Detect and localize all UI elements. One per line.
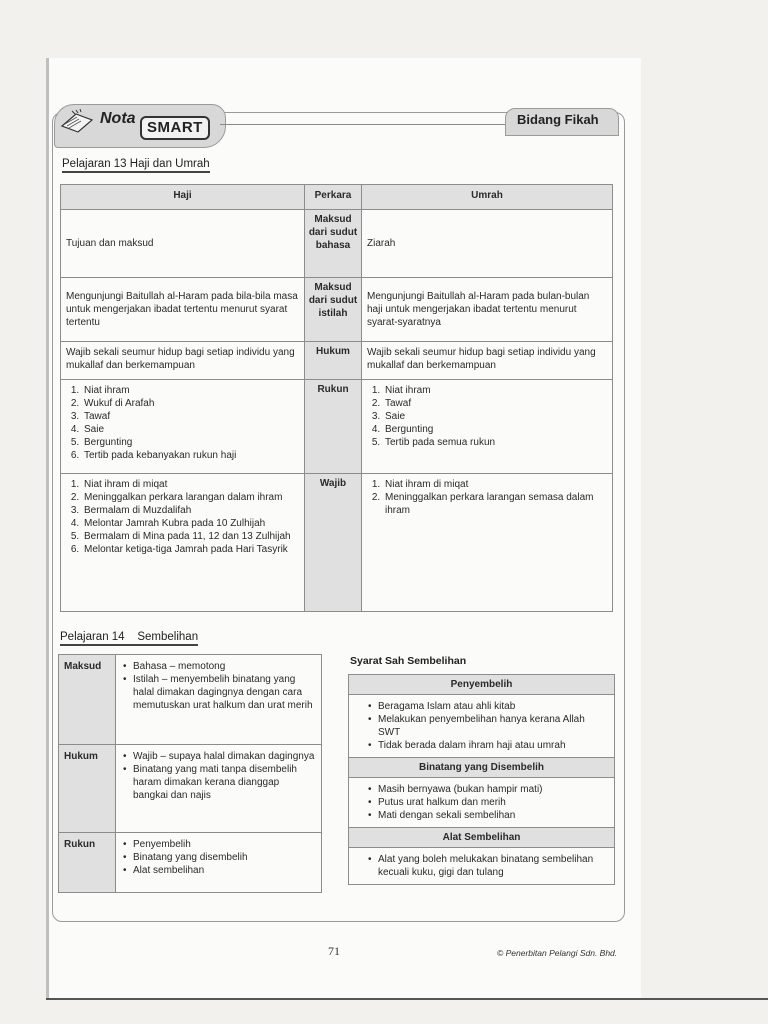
page-number: 71: [328, 944, 340, 958]
list-item: 5. Bermalam di Mina pada 11, 12 dan 13 Zulhijah: [82, 530, 299, 543]
list-item: • Beragama Islam atau ahli kitab: [378, 700, 609, 713]
syarat-body: [349, 695, 614, 757]
bullet-list: [366, 783, 609, 822]
list-item: • Tidak berada dalam ihram haji atau umrah: [378, 739, 609, 752]
header-rule: [220, 124, 510, 125]
row-content: [116, 833, 322, 893]
syarat-box: [348, 674, 615, 885]
list-item: 1. Niat ihram di miqat: [82, 478, 299, 491]
list-item: • Alat yang boleh melukakan binatang sembelihan kecuali kuku, gigi dan tulang: [378, 853, 609, 879]
table-row: [59, 833, 322, 893]
table-row: [61, 474, 613, 612]
table-row: [61, 210, 613, 278]
subject-title: Bidang Fikah: [517, 112, 599, 127]
umrah-cell: Wajib sekali seumur hidup bagi setiap individu yang mukallaf dan berkemampuan: [362, 342, 613, 380]
list-item: 4. Melontar Jamrah Kubra pada 10 Zulhijah: [82, 517, 299, 530]
umrah-cell: Ziarah: [362, 210, 613, 278]
perkara-cell: Maksud dari sudut bahasa: [305, 210, 362, 278]
table-row: [61, 342, 613, 380]
umrah-cell: [362, 380, 613, 474]
list-item: • Binatang yang mati tanpa disembelih haram dimakan kerana dianggap bangkai dan najis: [133, 763, 316, 802]
row-label: Hukum: [59, 745, 116, 833]
list-item: • Istilah – menyembelih binatang yang halal dimakan dagingnya dengan cara memutuskan urat halkum dan urat merih: [133, 673, 316, 712]
list-item: 2. Tawaf: [383, 397, 607, 410]
list-item: 3. Saie: [383, 410, 607, 423]
umrah-cell: Mengunjungi Baitullah al-Haram pada bulan-bulan haji untuk mengerjakan ibadat tertentu menurut syarat-syaratnya: [362, 278, 613, 342]
list-item: 2. Wukuf di Arafah: [82, 397, 299, 410]
syarat-body: [349, 848, 614, 884]
smart-label: SMART: [140, 116, 210, 140]
haji-wajib-list: [66, 478, 299, 556]
syarat-heading: Alat Sembelihan: [349, 827, 614, 848]
list-item: • Putus urat halkum dan merih: [378, 796, 609, 809]
haji-cell: Mengunjungi Baitullah al-Haram pada bila-bila masa untuk mengerjakan ibadat tertentu menurut syarat tertentu: [61, 278, 305, 342]
list-item: 5. Bergunting: [82, 436, 299, 449]
syarat-title: Syarat Sah Sembelihan: [350, 655, 467, 667]
list-item: 1. Niat ihram: [82, 384, 299, 397]
list-item: 6. Melontar ketiga-tiga Jamrah pada Hari Tasyrik: [82, 543, 299, 556]
syarat-heading: Penyembelih: [349, 675, 614, 695]
nota-label: Nota: [100, 110, 136, 127]
list-item: 3. Bermalam di Muzdalifah: [82, 504, 299, 517]
table-row: [61, 380, 613, 474]
umrah-wajib-list: [367, 478, 607, 517]
list-item: • Masih bernyawa (bukan hampir mati): [378, 783, 609, 796]
list-item: 4. Saie: [82, 423, 299, 436]
list-item: 1. Niat ihram: [383, 384, 607, 397]
table-row: [61, 278, 613, 342]
haji-umrah-table: [60, 184, 613, 612]
list-item: • Bahasa – memotong: [133, 660, 316, 673]
col-header-perkara: Perkara: [305, 185, 362, 210]
page-bottom-rule: [46, 998, 768, 1000]
umrah-cell: [362, 474, 613, 612]
row-content: [116, 655, 322, 745]
bullet-list: [121, 750, 316, 802]
list-item: 5. Tertib pada semua rukun: [383, 436, 607, 449]
umrah-rukun-list: [367, 384, 607, 449]
perkara-cell: Rukun: [305, 380, 362, 474]
lesson14-subtitle: Sembelihan: [137, 631, 199, 643]
perkara-cell: Maksud dari sudut istilah: [305, 278, 362, 342]
list-item: • Binatang yang disembelih: [133, 851, 316, 864]
list-item: • Mati dengan sekali sembelihan: [378, 809, 609, 822]
perkara-cell: Hukum: [305, 342, 362, 380]
syarat-body: [349, 778, 614, 827]
book-icon: [60, 108, 94, 134]
col-header-haji: Haji: [61, 185, 305, 210]
haji-rukun-list: [66, 384, 299, 462]
list-item: • Alat sembelihan: [133, 864, 316, 877]
list-item: • Penyembelih: [133, 838, 316, 851]
bullet-list: [121, 660, 316, 712]
bullet-list: [366, 700, 609, 752]
table-header-row: [61, 185, 613, 210]
syarat-heading: Binatang yang Disembelih: [349, 757, 614, 778]
haji-cell: [61, 474, 305, 612]
list-item: • Wajib – supaya halal dimakan dagingnya: [133, 750, 316, 763]
sembelihan-table: [58, 654, 322, 893]
row-label: Maksud: [59, 655, 116, 745]
haji-cell: Wajib sekali seumur hidup bagi setiap individu yang mukallaf dan berkemampuan: [61, 342, 305, 380]
col-header-umrah: Umrah: [362, 185, 613, 210]
list-item: • Melakukan penyembelihan hanya kerana Allah SWT: [378, 713, 609, 739]
table-row: [59, 655, 322, 745]
publisher-credit: © Penerbitan Pelangi Sdn. Bhd.: [497, 948, 618, 958]
list-item: 2. Meninggalkan perkara larangan dalam ihram: [82, 491, 299, 504]
lesson13-title: Pelajaran 13 Haji dan Umrah: [62, 158, 210, 173]
list-item: 4. Bergunting: [383, 423, 607, 436]
table-row: [59, 745, 322, 833]
lesson14-number: Pelajaran 14: [60, 631, 125, 643]
bullet-list: [366, 853, 609, 879]
row-content: [116, 745, 322, 833]
bullet-list: [121, 838, 316, 877]
row-label: Rukun: [59, 833, 116, 893]
list-item: 2. Meninggalkan perkara larangan semasa dalam ihram: [383, 491, 607, 517]
haji-cell: [61, 380, 305, 474]
list-item: 6. Tertib pada kebanyakan rukun haji: [82, 449, 299, 462]
lesson14-title: [60, 631, 198, 646]
list-item: 3. Tawaf: [82, 410, 299, 423]
haji-cell: Tujuan dan maksud: [61, 210, 305, 278]
perkara-cell: Wajib: [305, 474, 362, 612]
list-item: 1. Niat ihram di miqat: [383, 478, 607, 491]
